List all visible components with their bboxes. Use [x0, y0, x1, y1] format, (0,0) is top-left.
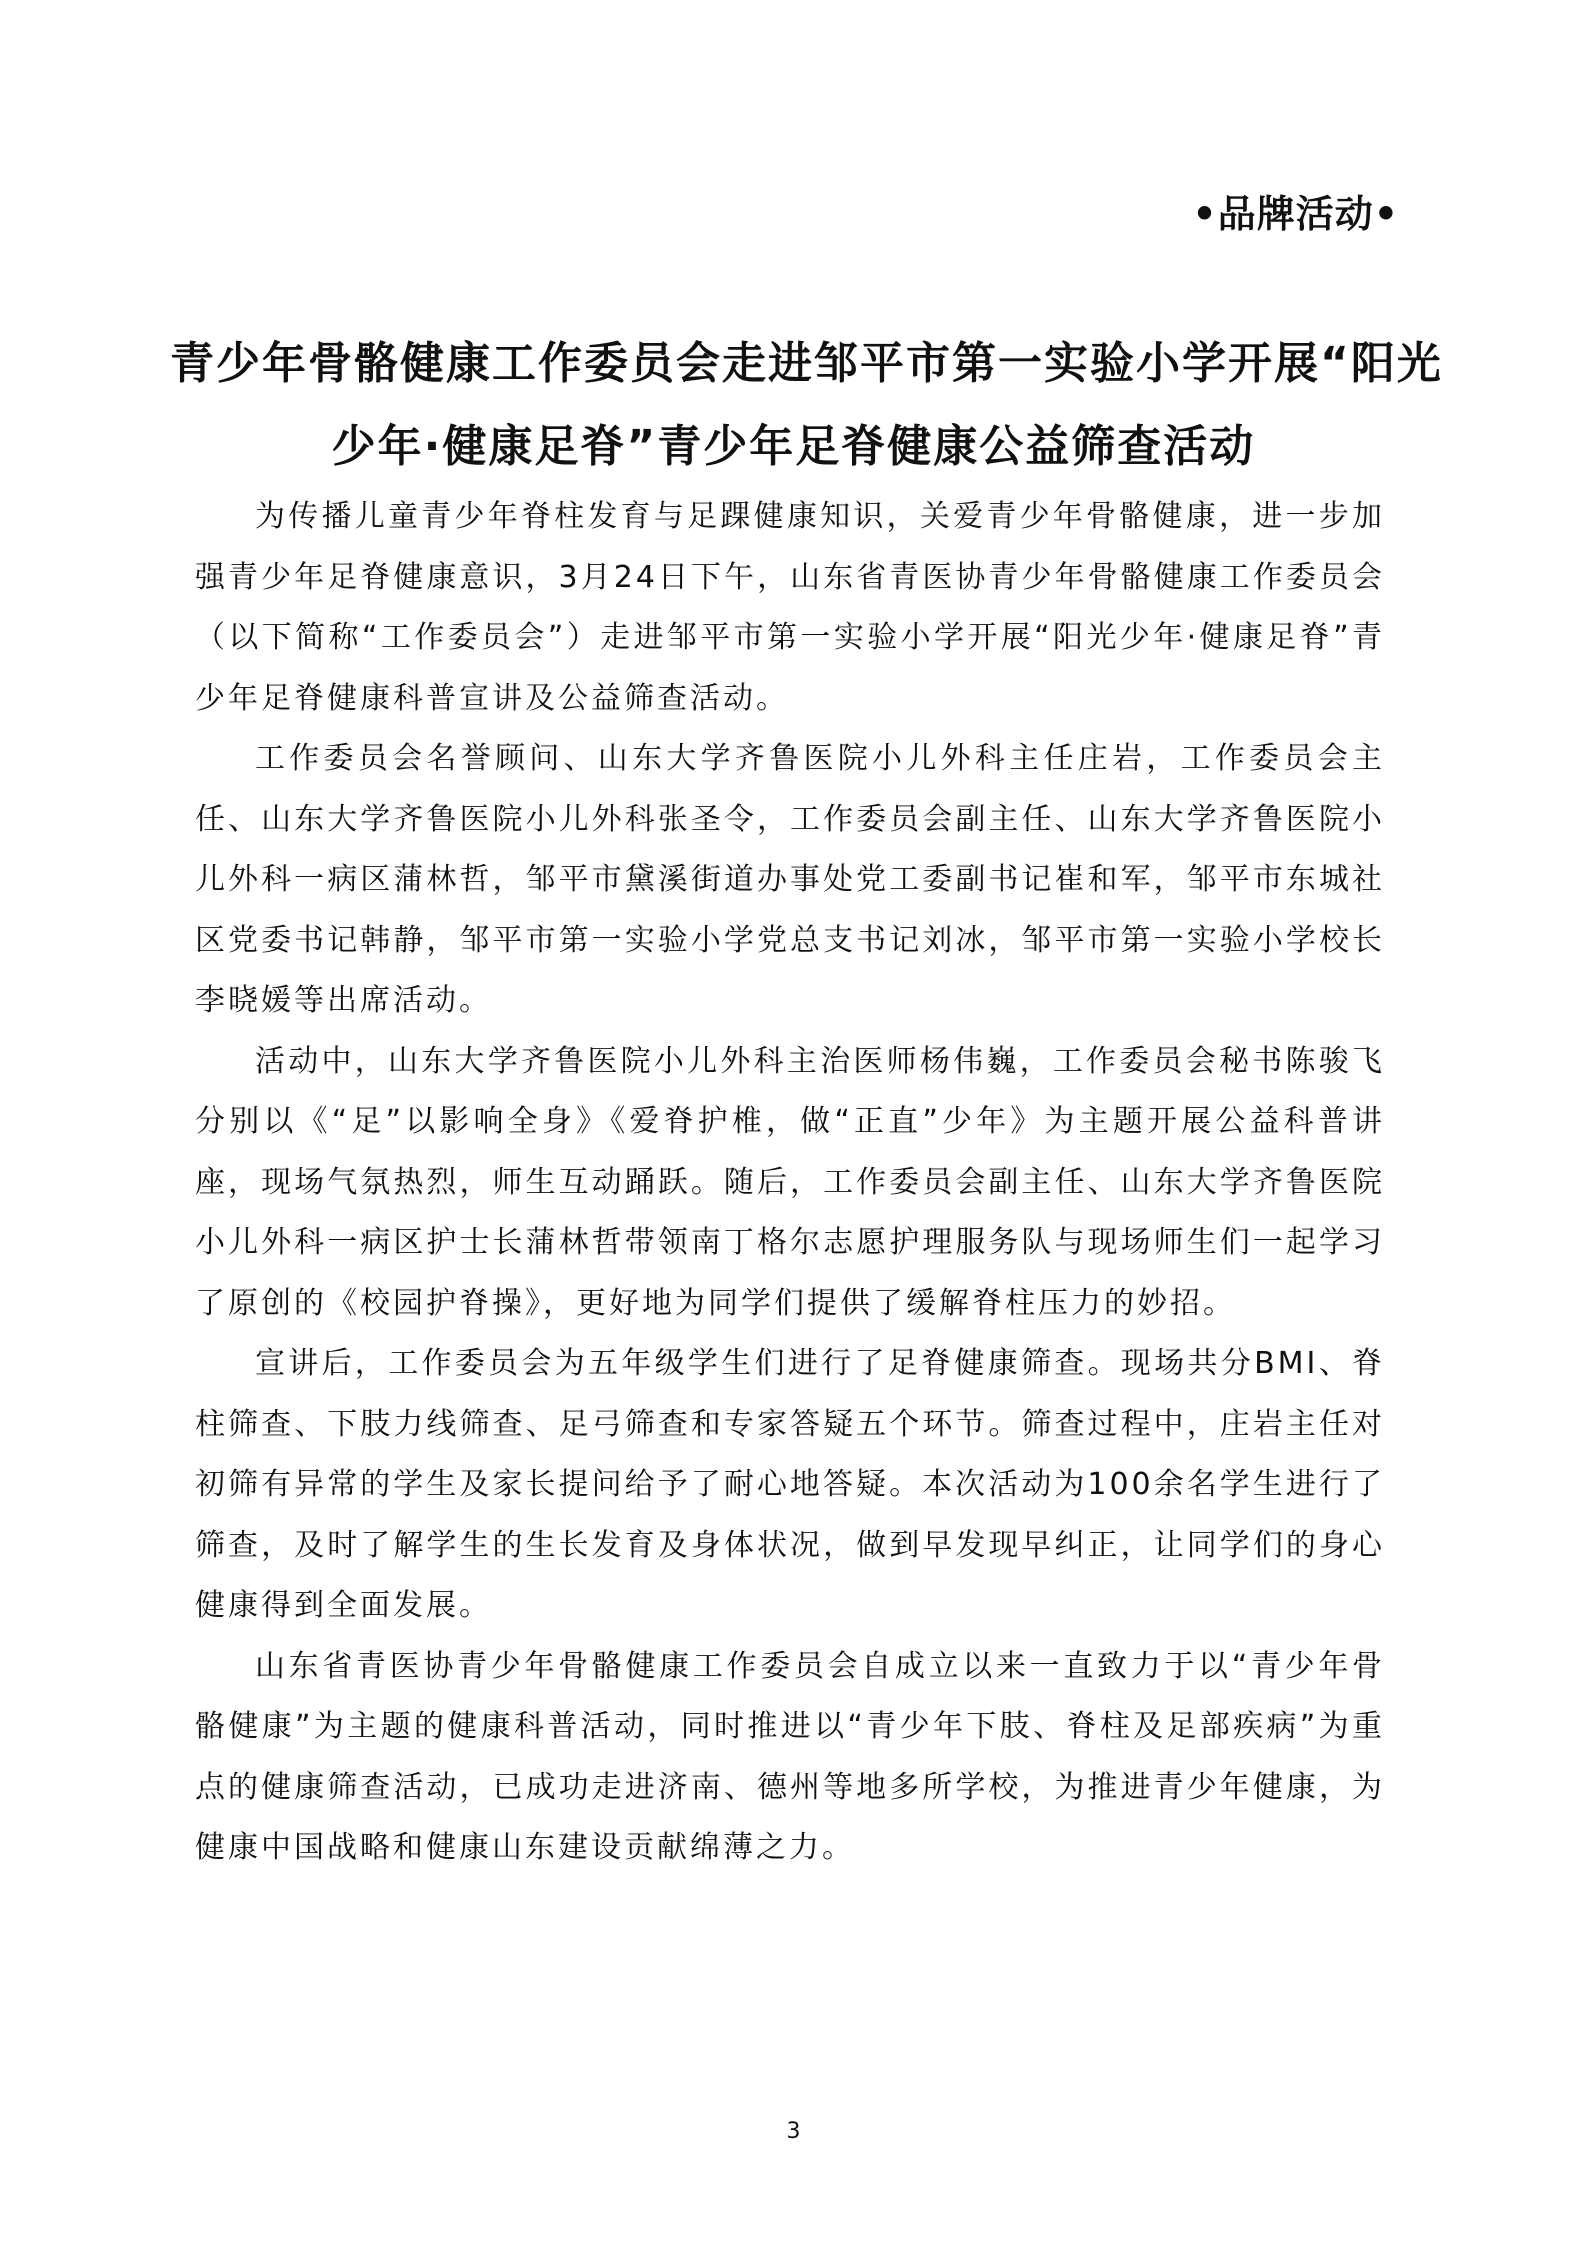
article-title — [170, 322, 1443, 488]
paragraph-screening: 宣讲后，工作委员会为五年级学生们进行了足脊健康筛查。现场共分BMI、脊柱筛查、下肢力线筛查、足弓筛查和专家答疑五个环节。筛查过程中，庄岩主任对初筛有异常的学生及家长提问给予了耐心地答疑。本次活动为100余名学生进行了筛查，及时了解学生的生长发育及身体状况，做到早发现早纠正，让同学们的身心健康得到全面发展。 — [195, 1346, 1385, 1623]
paragraph-intro: 为传播儿童青少年脊柱发育与足踝健康知识，关爱青少年骨骼健康，进一步加强青少年足脊健康意识，3月24日下午，山东省青医协青少年骨骼健康工作委员会（以下简称“工作委员会”）走进邹平市第一实验小学开展“阳光少年·健康足脊”青少年足脊健康科普宣讲及公益筛查活动。 — [195, 499, 1385, 716]
article-body — [195, 487, 1385, 1879]
paragraph-lectures: 活动中，山东大学齐鲁医院小儿外科主治医师杨伟巍，工作委员会秘书陈骏飞分别以《“足”以影响全身》《爱脊护椎，做“正直”少年》为主题开展公益科普讲座，现场气氛热烈，师生互动踊跃。随后，工作委员会副主任、山东大学齐鲁医院小儿外科一病区护士长蒲林哲带领南丁格尔志愿护理服务队与现场师生们一起学习了原创的《校园护脊操》，更好地为同学们提供了缓解脊柱压力的妙招。 — [195, 1043, 1385, 1321]
page-number: 3 — [786, 2119, 801, 2144]
paragraph-attendees: 工作委员会名誉顾问、山东大学齐鲁医院小儿外科主任庄岩，工作委员会主任、山东大学齐鲁医院小儿外科张圣令，工作委员会副主任、山东大学齐鲁医院小儿外科一病区蒲林哲，邹平市黛溪街道办事处党工委副书记崔和军，邹平市东城社区党委书记韩静，邹平市第一实验小学党总支书记刘冰，邹平市第一实验小学校长李晓媛等出席活动。 — [195, 741, 1385, 1018]
section-tag: •品牌活动• — [1192, 192, 1399, 236]
article-title-line-1: 青少年骨骼健康工作委员会走进邹平市第一实验小学开展“阳光 — [170, 338, 1443, 389]
article-title-line-2: 少年·健康足脊”青少年足脊健康公益筛查活动 — [331, 421, 1256, 472]
paragraph-committee-mission: 山东省青医协青少年骨骼健康工作委员会自成立以来一直致力于以“青少年骨骼健康”为主题的健康科普活动，同时推进以“青少年下肢、脊柱及足部疾病”为重点的健康筛查活动，已成功走进济南、德州等地多所学校，为推进青少年健康，为健康中国战略和健康山东建设贡献绵薄之力。 — [195, 1648, 1385, 1865]
